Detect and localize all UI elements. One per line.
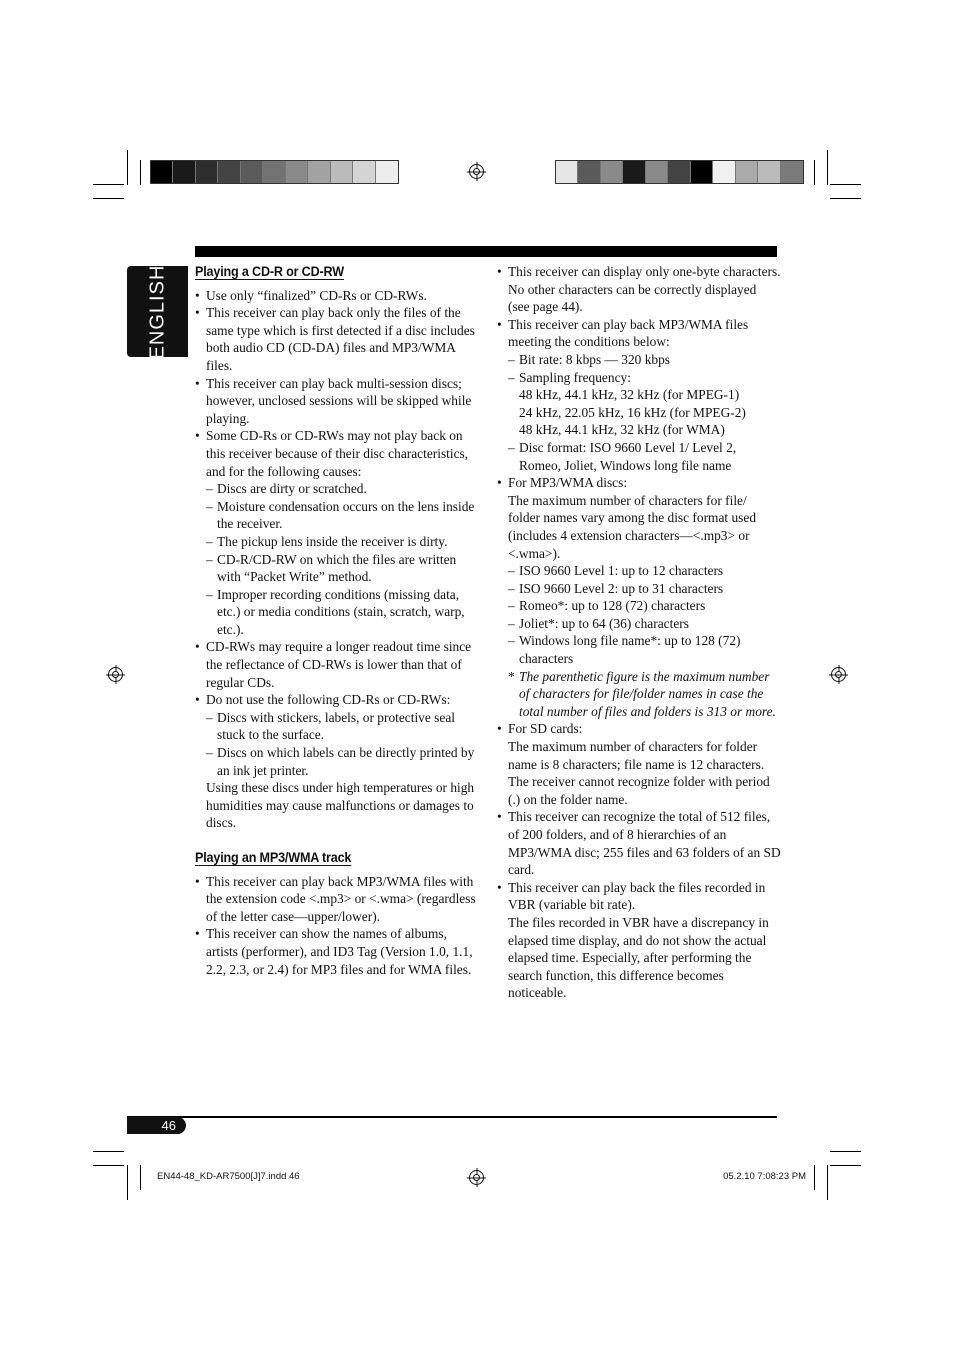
bullet-item: • This receiver can display only one-byte characters. No other characters can be correctly displayed (see page 44). [497,263,781,316]
paragraph: The receiver cannot recognize folder with period (.) on the folder name. [508,774,770,807]
registration-mark-icon [108,667,123,682]
calibration-swatch [353,161,375,183]
footnote-text: The parenthetic figure is the maximum number of characters for file/folder names in case the total number of files and folders is 313 or more. [519,668,776,719]
calibration-bar-right [555,160,804,184]
frequency-line: 24 kHz, 22.05 kHz, 16 kHz (for MPEG-2) [519,404,746,420]
calibration-swatch [308,161,330,183]
dash-item: – ISO 9660 Level 1: up to 12 characters [508,563,724,579]
bullet-item: • CD-RWs may require a longer readout time since the reflectance of CD-RWs is lower than that of regular CDs. [195,638,478,691]
dash-item: – Sampling frequency: [508,369,631,385]
crop-mark [827,150,828,185]
calibration-swatch [668,161,690,183]
calibration-swatch [173,161,195,183]
registration-mark-icon [469,164,484,179]
calibration-swatch [556,161,578,183]
page-number: 46 [127,1117,186,1134]
bottom-rule [127,1116,777,1118]
dash-item: – Discs on which labels can be directly printed by an ink jet printer. [206,745,475,778]
footnote: * The parenthetic figure is the maximum number of characters for file/folder names in case the total number of files and folders is 313 or more. [508,668,776,719]
bullet-item: • This receiver can show the names of albums, artists (performer), and ID3 Tag (Version 1.0, 1.1, 2.2, 2.3, or 2.4) for MP3 files and for WMA files. [195,925,478,978]
paragraph: The maximum number of characters for folder name is 8 characters; file name is 12 characters. [508,739,765,772]
dash-item: – Discs are dirty or scratched. [206,481,367,497]
dash-item-text: Bit rate: 8 kbps — 320 kbps [519,351,671,367]
bullet-item: • This receiver can play back MP3/WMA files meeting the conditions below: [497,316,781,351]
crop-mark [827,1165,828,1200]
section-heading: Playing an MP3/WMA track [195,849,352,865]
dash-item-text: Discs on which labels can be directly printed by an ink jet printer. [217,745,475,778]
frequency-line: 48 kHz, 44.1 kHz, 32 kHz (for WMA) [519,422,725,438]
calibration-swatch [218,161,240,183]
dash-item: – Romeo*: up to 128 (72) characters [508,598,706,614]
dash-item-text: Discs with stickers, labels, or protective seal stuck to the surface. [217,709,455,743]
calibration-swatch [286,161,308,183]
crop-mark [127,150,128,185]
calibration-swatch [781,161,803,183]
top-rule [195,246,777,257]
crop-mark [830,1165,861,1166]
print-slug-left: EN44-48_KD-AR7500[J]7.indd 46 [157,1171,300,1182]
dash-item-text: The pickup lens inside the receiver is dirty. [217,533,448,549]
paragraph: Using these discs under high temperatures or high humidities may cause malfunctions or damages to discs. [206,780,475,831]
registration-mark-icon [831,667,846,682]
bullet-item: • This receiver can recognize the total of 512 files, of 200 folders, and of 8 hierarchies of an MP3/WMA disc; 255 files and 63 folders of an SD card. [497,808,781,878]
registration-mark-icon [469,1170,484,1185]
section-heading: Playing a CD-R or CD-RW [195,263,344,279]
crop-mark [830,184,861,185]
bullet-item: • Do not use the following CD-Rs or CD-RWs: [195,691,478,709]
calibration-swatch [196,161,218,183]
dash-item-text: Sampling frequency: [519,369,631,385]
frequency-line: 48 kHz, 44.1 kHz, 32 kHz (for MPEG-1) [519,387,740,403]
crop-mark [814,1165,815,1190]
dash-item: – Bit rate: 8 kbps — 320 kbps [508,351,671,367]
dash-item: – Moisture condensation occurs on the lens inside the receiver. [206,498,475,532]
bullet-item: • This receiver can play back only the files of the same type which is first detected if a disc includes both audio CD (CD-DA) files and MP3/WMA files. [195,304,478,374]
dash-item-text: Moisture condensation occurs on the lens inside the receiver. [217,498,475,532]
dash-item: – Joliet*: up to 64 (36) characters [508,615,689,631]
crop-mark [93,1151,124,1152]
dash-item-text: CD-R/CD-RW on which the files are written with “Packet Write” method. [217,551,457,585]
dash-item: – CD-R/CD-RW on which the files are written with “Packet Write” method. [206,551,457,585]
calibration-swatch [331,161,353,183]
crop-mark [140,160,141,185]
dash-item-text: Disc format: ISO 9660 Level 1/ Level 2, Romeo, Joliet, Windows long file name [519,439,737,473]
bullet-item: • Some CD-Rs or CD-RWs may not play back on this receiver because of their disc characteristics, and for the following causes: [195,427,478,480]
crop-mark [127,1165,128,1200]
calibration-swatch [376,161,398,183]
crop-mark [830,198,861,199]
left-column [195,263,478,978]
dash-item: – Windows long file name*: up to 128 (72) characters [508,633,741,667]
dash-item-text: ISO 9660 Level 1: up to 12 characters [519,563,724,579]
calibration-swatch [263,161,285,183]
calibration-swatch [736,161,758,183]
calibration-swatch [758,161,780,183]
bullet-item: • For MP3/WMA discs: [497,474,781,492]
bullet-item: • This receiver can play back multi-session discs; however, unclosed sessions will be skipped while playing. [195,375,478,428]
crop-mark [830,1151,861,1152]
calibration-bar-left [150,160,399,184]
calibration-swatch [691,161,713,183]
crop-mark [93,1165,124,1166]
dash-item-text: Romeo*: up to 128 (72) characters [519,598,706,614]
dash-item: – Disc format: ISO 9660 Level 1/ Level 2, Romeo, Joliet, Windows long file name [508,439,737,473]
crop-mark [93,184,124,185]
calibration-swatch [713,161,735,183]
dash-item: – Improper recording conditions (missing data, etc.) or media conditions (stain, scratch, warp, etc.). [206,586,465,637]
right-column [497,263,781,1002]
calibration-swatch [646,161,668,183]
crop-mark [93,198,124,199]
paragraph: The files recorded in VBR have a discrepancy in elapsed time display, and do not show the actual elapsed time. Especially, after performing the search function, this difference becomes noticeable. [508,914,769,1001]
calibration-swatch [151,161,173,183]
bullet-item: • This receiver can play back MP3/WMA files with the extension code <.mp3> or <.wma> (regardless of the letter case—upper/lower). [195,873,478,926]
dash-item: – ISO 9660 Level 2: up to 31 characters [508,580,724,596]
calibration-swatch [241,161,263,183]
crop-mark [814,160,815,185]
dash-item-text: Joliet*: up to 64 (36) characters [519,615,689,631]
dash-item-text: ISO 9660 Level 2: up to 31 characters [519,580,724,596]
bullet-item: • For SD cards: [497,720,781,738]
bullet-item: • This receiver can play back the files recorded in VBR (variable bit rate). [497,879,781,914]
bullet-item: • Use only “finalized” CD-Rs or CD-RWs. [195,287,478,305]
dash-item: – Discs with stickers, labels, or protective seal stuck to the surface. [206,709,455,743]
calibration-swatch [601,161,623,183]
calibration-swatch [578,161,600,183]
dash-item-text: Improper recording conditions (missing data, etc.) or media conditions (stain, scratch, warp, etc.). [217,586,465,637]
language-tab-label: ENGLISH [146,264,168,359]
paragraph: The maximum number of characters for file/ folder names vary among the disc format used (includes 4 extension characters—<.mp3> or <.wma>). [508,492,757,561]
calibration-swatch [623,161,645,183]
print-slug-right: 05.2.10 7:08:23 PM [723,1171,806,1182]
dash-item-text: Windows long file name*: up to 128 (72) characters [519,633,741,667]
dash-item-text: Discs are dirty or scratched. [217,481,367,497]
crop-mark [140,1165,141,1190]
dash-item: – The pickup lens inside the receiver is dirty. [206,533,448,549]
language-tab [127,266,188,357]
